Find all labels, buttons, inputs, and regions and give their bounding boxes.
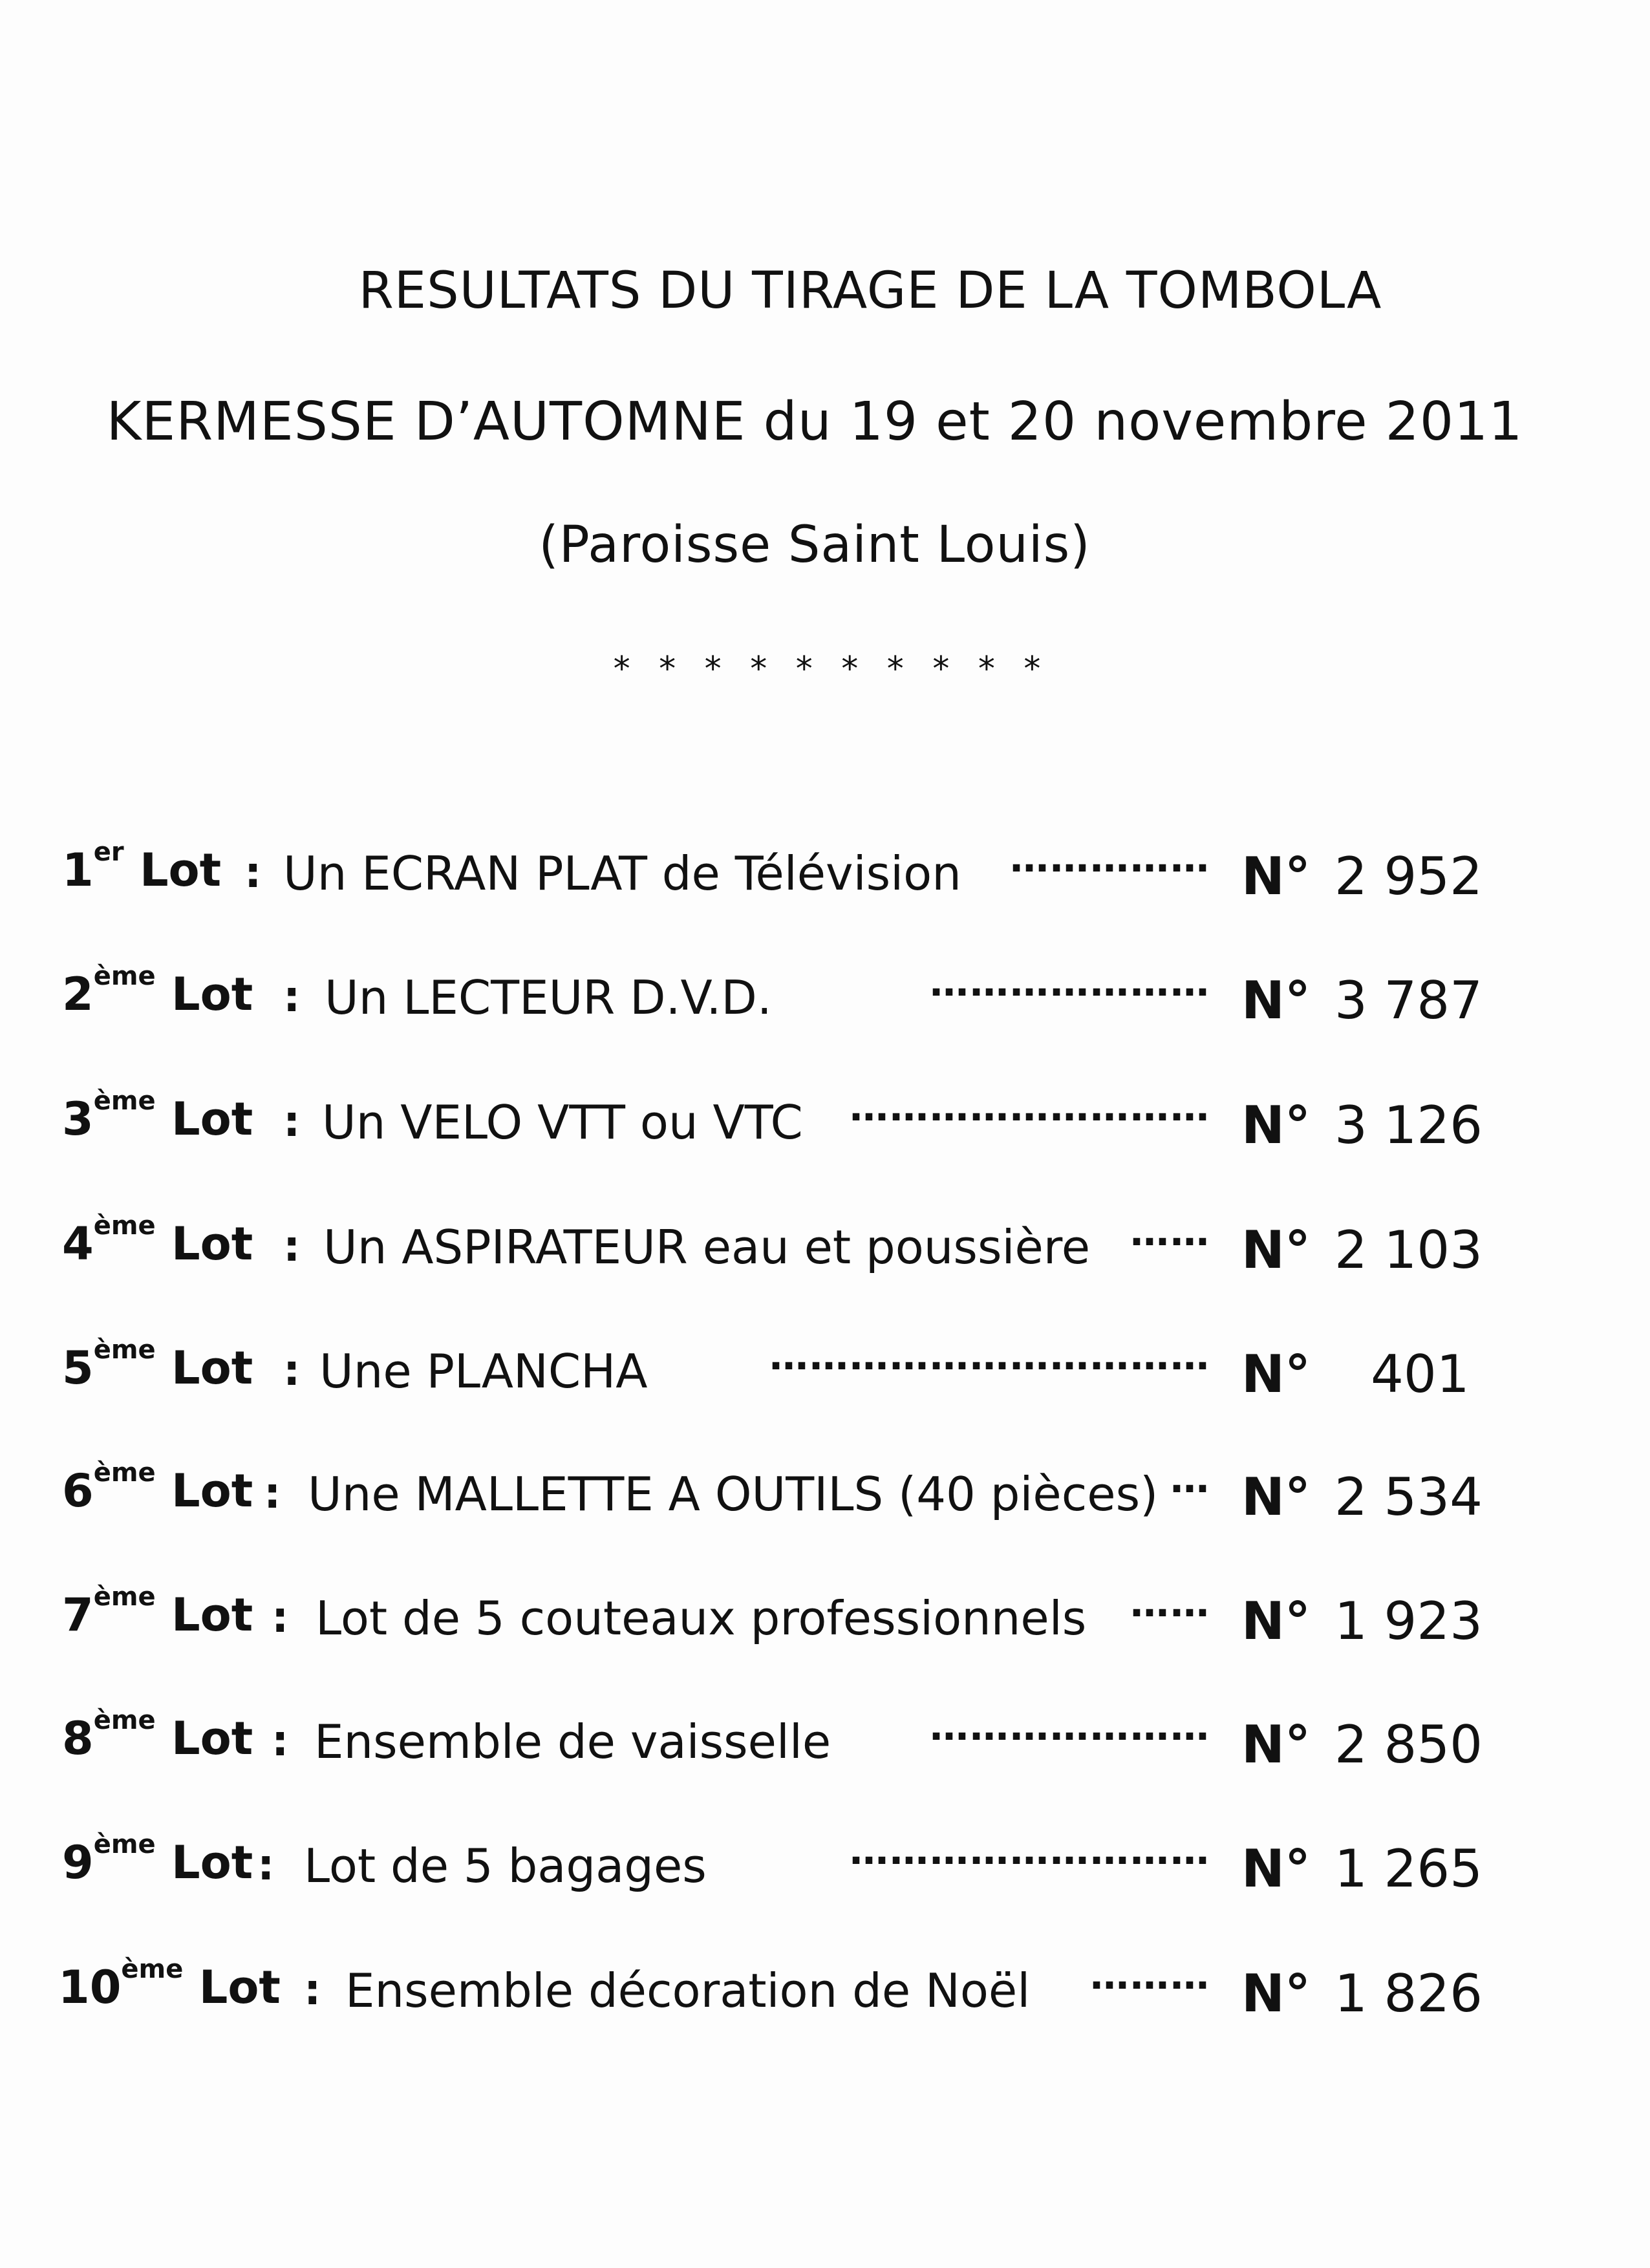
lot-colon: :	[283, 972, 301, 1022]
lot-word: Lot	[171, 1093, 253, 1146]
lot-ordinal-suffix: ème	[121, 1954, 184, 1984]
lot-ordinal-suffix: ème	[93, 1211, 156, 1241]
lot-ordinal-suffix: er	[93, 837, 124, 867]
lot-ordinal: 1	[62, 844, 94, 897]
lot-label	[62, 1458, 253, 1517]
lot-prize: Un ECRAN PLAT de Télévision	[283, 846, 961, 901]
lot-label	[62, 1582, 253, 1642]
lot-word: Lot	[198, 1961, 281, 2014]
lot-row	[0, 836, 1650, 921]
parish-name: (Paroisse Saint Louis)	[539, 516, 1091, 574]
lot-ordinal-suffix: ème	[93, 1335, 156, 1365]
lot-colon: :	[257, 1840, 275, 1890]
number-sign: N°	[1241, 1591, 1311, 1651]
dot-leader: ……………	[1010, 836, 1210, 881]
dot-leader: ……	[1130, 1210, 1210, 1255]
lot-word: Lot	[171, 1836, 253, 1889]
number-sign: N°	[1241, 1839, 1311, 1899]
dot-leader: …………………	[930, 960, 1210, 1005]
lot-row	[0, 1085, 1650, 1170]
lot-ordinal-suffix: ème	[93, 961, 156, 991]
lot-prize: Lot de 5 couteaux professionnels	[316, 1591, 1087, 1645]
dot-leader: …………………	[930, 1704, 1210, 1749]
lot-prize: Une MALLETTE A OUTILS (40 pièces)	[308, 1467, 1159, 1521]
lot-colon: :	[283, 1097, 301, 1146]
winning-number: 1 923	[1334, 1591, 1483, 1651]
lot-colon: :	[244, 848, 262, 897]
lot-word: Lot	[171, 1712, 253, 1765]
lot-word: Lot	[171, 968, 253, 1021]
lot-colon: :	[283, 1345, 301, 1395]
lot-word: Lot	[171, 1217, 253, 1270]
lot-word: Lot	[171, 1589, 253, 1642]
lot-label	[62, 961, 253, 1021]
number-sign: N°	[1241, 1344, 1311, 1404]
lot-ordinal: 7	[62, 1589, 94, 1642]
lot-colon: :	[272, 1716, 289, 1766]
number-sign: N°	[1241, 1715, 1311, 1775]
event-subtitle: KERMESSE D’AUTOMNE du 19 et 20 novembre 2011	[106, 391, 1523, 453]
lot-ordinal: 8	[62, 1712, 94, 1765]
winning-number: 3 787	[1334, 970, 1483, 1031]
lot-label	[62, 837, 222, 897]
lot-ordinal-suffix: ème	[93, 1458, 156, 1488]
lot-ordinal-suffix: ème	[93, 1706, 156, 1735]
number-sign: N°	[1241, 1220, 1311, 1280]
lot-prize: Ensemble de vaisselle	[314, 1715, 831, 1769]
winning-number: 1 826	[1334, 1963, 1483, 2024]
lot-ordinal: 4	[62, 1217, 94, 1270]
lot-ordinal-suffix: ème	[93, 1830, 156, 1859]
lot-prize: Une PLANCHA	[319, 1344, 648, 1398]
lot-row	[0, 1581, 1650, 1666]
lot-label	[58, 1954, 281, 2014]
lot-ordinal-suffix: ème	[93, 1582, 156, 1612]
lot-label	[62, 1335, 253, 1395]
winning-number: 3 126	[1334, 1095, 1483, 1155]
lot-prize: Lot de 5 bagages	[304, 1839, 707, 1893]
number-sign: N°	[1241, 1963, 1311, 2024]
number-sign: N°	[1241, 970, 1311, 1031]
winning-number: 2 103	[1334, 1220, 1483, 1280]
number-sign: N°	[1241, 1095, 1311, 1155]
lot-row	[0, 1953, 1650, 2038]
winning-number: 1 265	[1334, 1839, 1483, 1899]
lot-word: Lot	[171, 1342, 253, 1395]
lot-label	[62, 1086, 253, 1146]
lot-label	[62, 1830, 253, 1889]
lot-word: Lot	[139, 844, 222, 897]
lot-ordinal: 10	[58, 1961, 122, 2014]
lot-colon: :	[304, 1965, 321, 2015]
dot-leader: …	[1170, 1457, 1210, 1502]
number-sign: N°	[1241, 1467, 1311, 1527]
lot-row	[0, 1334, 1650, 1419]
dot-leader: ………	[1090, 1953, 1210, 1998]
winning-number: 401	[1371, 1344, 1470, 1404]
lot-row	[0, 1704, 1650, 1790]
dot-leader: ………………………	[850, 1085, 1210, 1130]
lot-colon: :	[272, 1592, 289, 1642]
lot-ordinal: 5	[62, 1342, 94, 1395]
lot-word: Lot	[171, 1464, 253, 1517]
lot-ordinal: 9	[62, 1836, 94, 1889]
dot-leader: ………………………	[850, 1828, 1210, 1874]
lot-colon: :	[264, 1468, 281, 1518]
number-sign: N°	[1241, 846, 1311, 906]
lot-row	[0, 1210, 1650, 1295]
lot-prize: Ensemble décoration de Noël	[345, 1963, 1031, 2018]
page-title: RESULTATS DU TIRAGE DE LA TOMBOLA	[358, 262, 1382, 320]
lot-ordinal: 3	[62, 1093, 94, 1146]
winning-number: 2 952	[1334, 846, 1483, 906]
dot-leader: ……	[1130, 1581, 1210, 1626]
lot-label	[62, 1211, 253, 1270]
lot-prize: Un ASPIRATEUR eau et poussière	[323, 1220, 1091, 1274]
lot-ordinal: 2	[62, 968, 94, 1021]
lot-ordinal-suffix: ème	[93, 1086, 156, 1116]
lot-row	[0, 1457, 1650, 1542]
lot-row	[0, 1828, 1650, 1914]
dot-leader: ……………………………	[769, 1334, 1210, 1379]
lot-ordinal: 6	[62, 1464, 94, 1517]
lot-label	[62, 1706, 253, 1765]
lot-prize: Un LECTEUR D.V.D.	[325, 970, 772, 1025]
lot-prize: Un VELO VTT ou VTC	[322, 1095, 803, 1150]
winning-number: 2 850	[1334, 1715, 1483, 1775]
winning-number: 2 534	[1334, 1467, 1483, 1527]
lot-row	[0, 960, 1650, 1045]
star-separator: * * * * * * * * * *	[613, 650, 1050, 689]
lot-colon: :	[283, 1221, 301, 1271]
